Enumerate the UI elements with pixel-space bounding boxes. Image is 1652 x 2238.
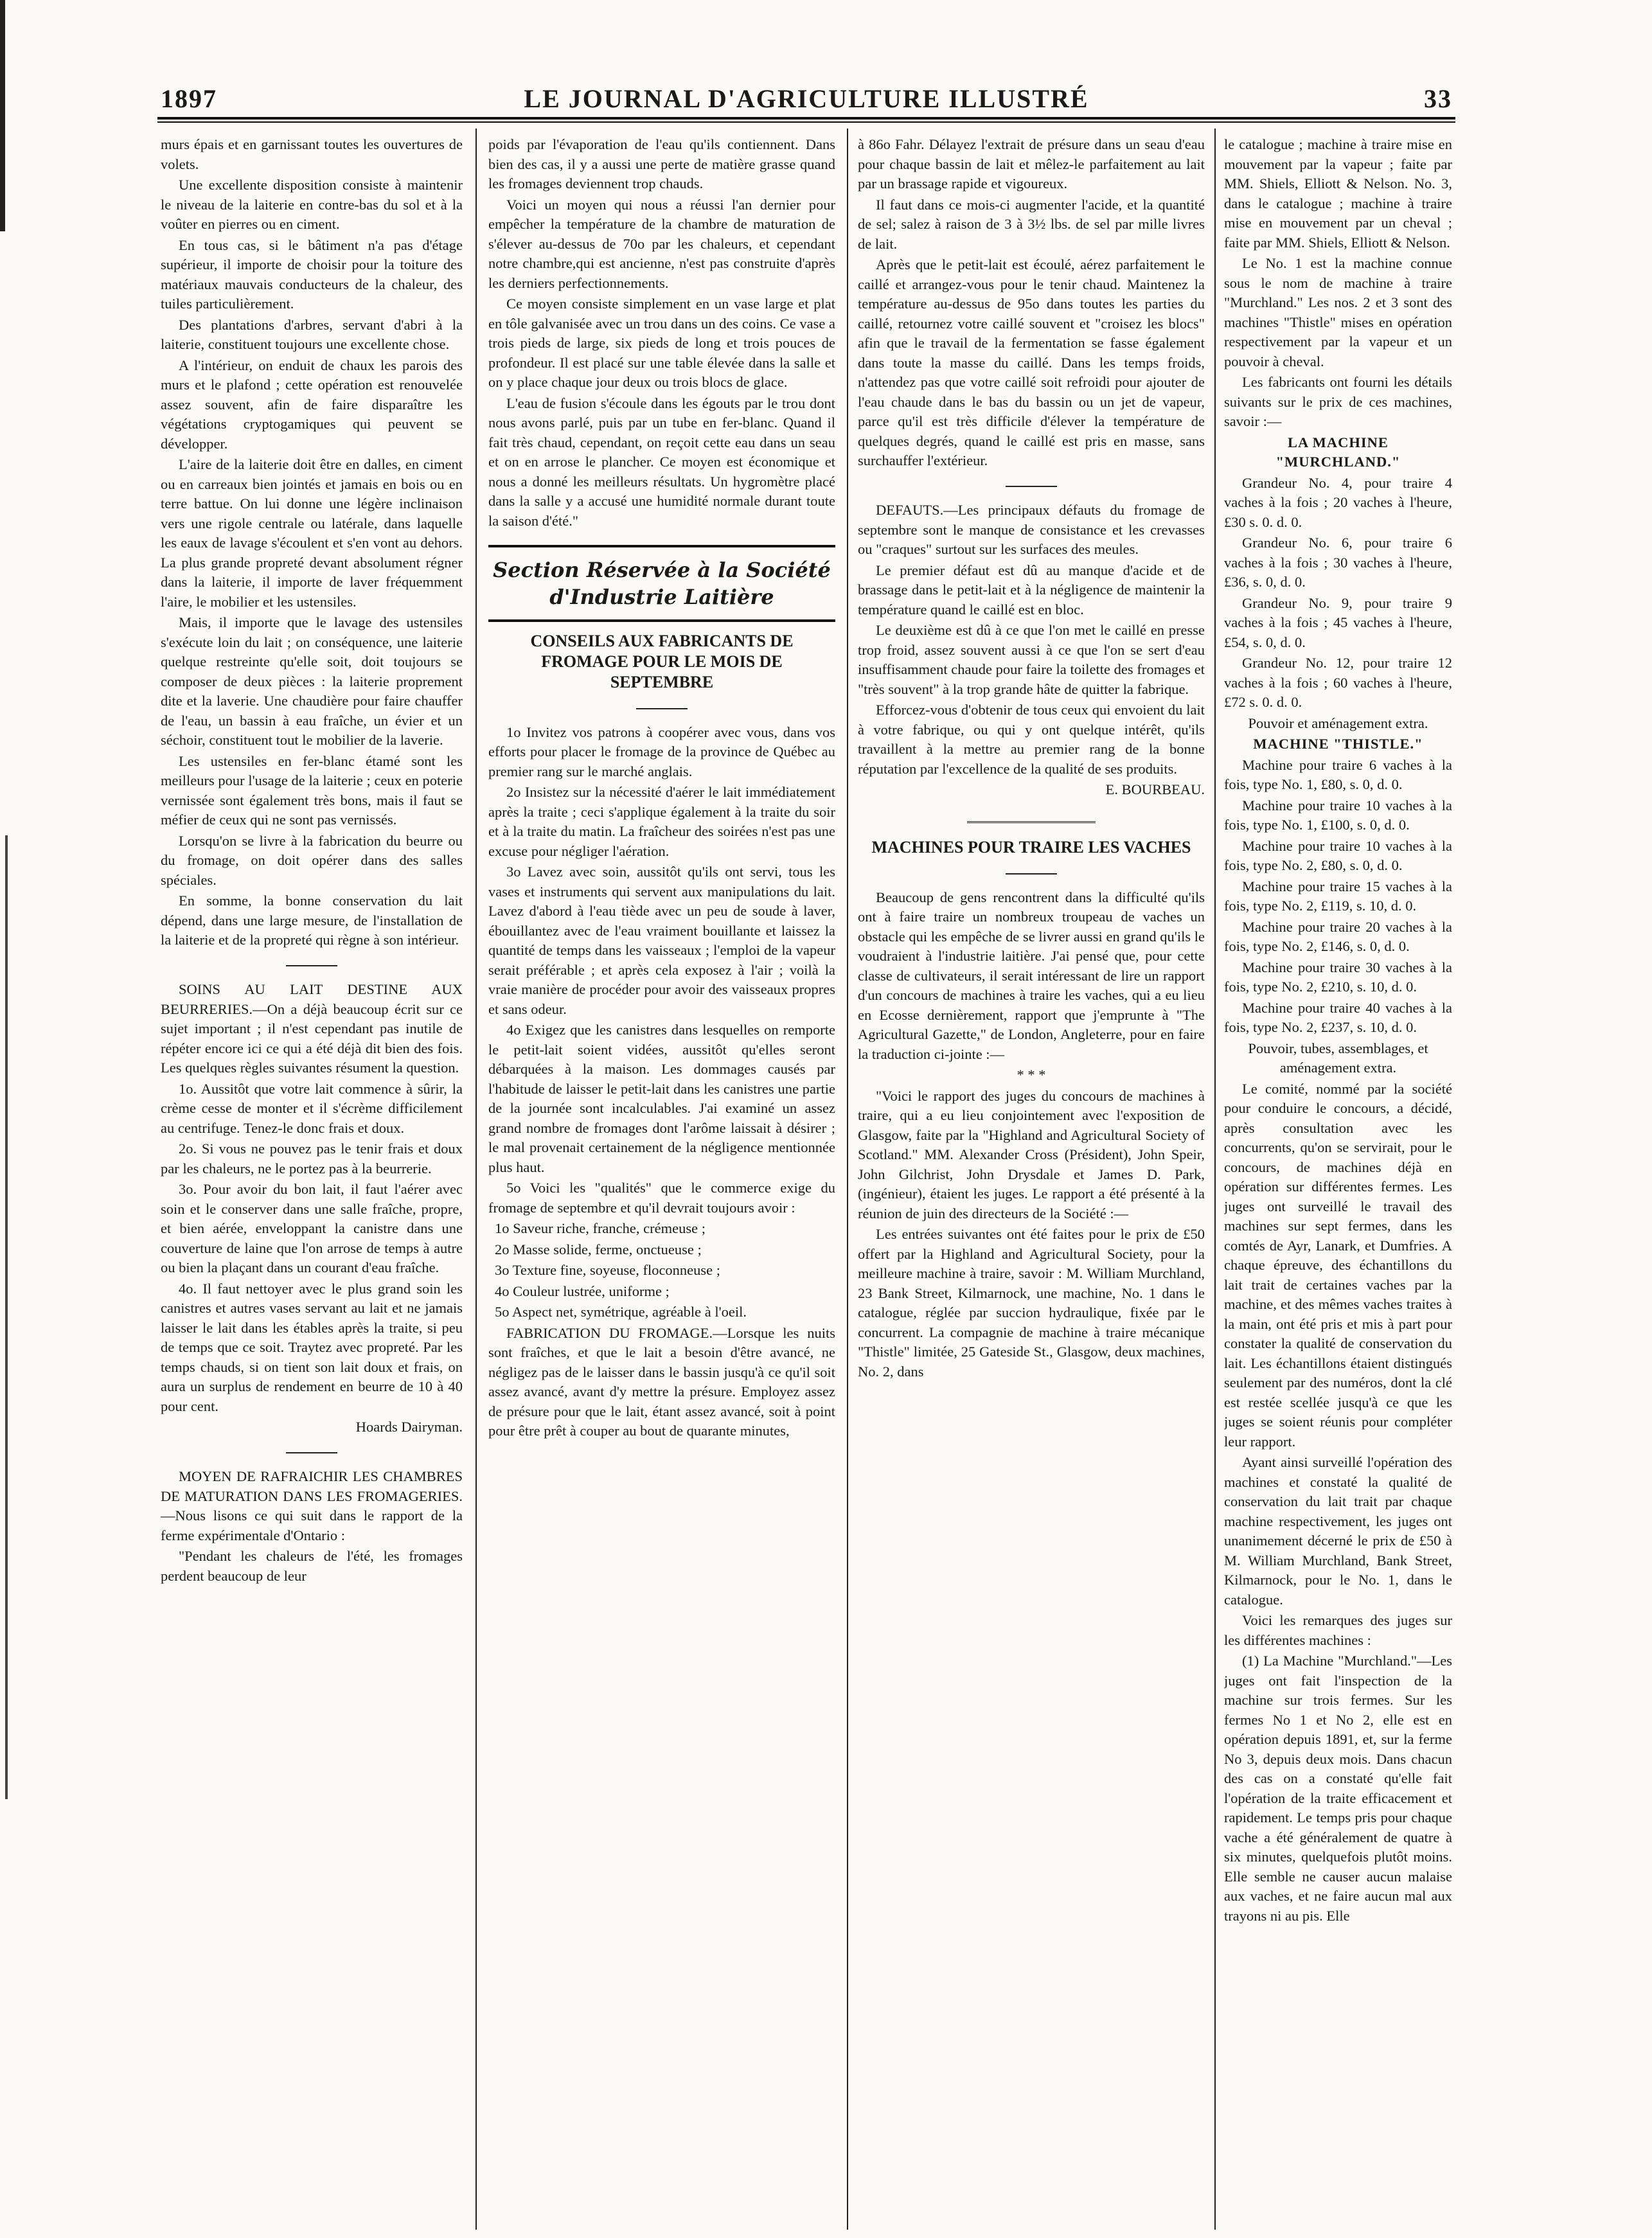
paragraph: En somme, la bonne conservation du lait dépend, dans une large mesure, de l'installation de la laiterie et de la propreté qui règne à son intérieur.: [161, 893, 463, 948]
paragraph: FABRICATION DU FROMAGE.—Lorsque les nuits sont fraîches, et que le lait a besoin d'être avancé, ne négligez pas de le laisser dans le bassin jusqu'à ce qu'il soit assez avancé, avant d'y mettre la présure. Employez assez de présure pour que le lait, étant assez avancé, soit à point pour être prêt à couper au bout de quarante minutes,: [488, 1324, 835, 1439]
binding-mark: [0, 0, 19, 231]
paragraph: Ce moyen consiste simplement en un vase large et plat en tôle galvanisée avec un trou dans un des coins. Ce vase a trois pieds de large, six pieds de long et trois pouces de profondeur. Il est placé sur une table élevée dans la salle et on y place chaque jour deux ou trois blocs de glace.: [488, 296, 835, 390]
paragraph: Beaucoup de gens rencontrent dans la difficulté qu'ils ont à faire traire un nombreux troupeau de vaches un obstacle qui les empêche de se livrer aussi en grand qu'ils le voudraient à l'industrie laitière. J'ai pensé que, pour cette classe de cultivateurs, il serait intéressant de lire un rapport d'un concours de machines à traire les vaches, qui a eu lieu en Ecosse dernièrement, rapport que j'emprunte à "The Agricultural Gazette," de London, Angleterre, pour en faire la traduction ci-jointe :—: [858, 889, 1205, 1062]
column-rule: [475, 129, 477, 2230]
article-soins-au-lait: SOINS AU LAIT DESTINE AUX BEURRERIES.—On a déjà beaucoup écrit sur ce sujet important ; il n'est cependant pas inutile de répéter encore ici ce qui a été déjà dit bien des fois. Les quelques règles suivantes résument la question.: [161, 981, 463, 1076]
paragraph: "Pendant les chaleurs de l'été, les fromages perdent beaucoup de leur: [161, 1548, 463, 1584]
paragraph: Des plantations d'arbres, servant d'abri à la laiterie, constituent toujours une excellente chose.: [161, 316, 463, 352]
article-heading: MACHINES POUR TRAIRE LES VACHES: [871, 838, 1191, 857]
section-banner: Section Réservée à la Société d'Industrie Laitière: [488, 545, 835, 622]
list-item: 5o Aspect net, symétrique, agréable à l'oeil.: [495, 1304, 747, 1320]
separator: [161, 1443, 463, 1462]
list-item: 3o Texture fine, soyeuse, floconneuse ;: [495, 1262, 721, 1278]
paragraph: "Voici le rapport des juges du concours de machines à traire, qui a eu lieu conjointement avec l'exposition de Glasgow, faite par la "Highland and Agricultural Society of Scotland." MM. Alexander Cross (Président), John Speir, John Gilchrist, John Drysdale et James D. Park, (ingénieur), étaient les juges. Le rapport a été présenté à la réunion de juin des directeurs de la Société :—: [858, 1087, 1205, 1221]
author-signature: E. BOURBEAU.: [1105, 781, 1205, 797]
paragraph: Le deuxième est dû à ce que l'on met le caillé en presse trop froid, assez souvent aussi à ce que l'on se sert d'eau insuffisamment chaude pour faire la toilette des fromages et "très souvent" à la trop grande hâte de quitter la fabrique.: [858, 622, 1205, 697]
paragraph: Le comité, nommé par la société pour conduire le concours, a décidé, après consultation avec les concurrents, qu'on se servirait, pour le concours, de machines déjà en opération sur différentes fermes. Les juges ont surveillé le travail des machines sur sept fermes, dans les comtés de Ayr, Lanark, et Dumfries. A chaque épreuve, des échantillons du lait trait de certaines vaches par la machine, et des mêmes vaches traites à la main, ont été pris et mis à part pour constater la qualité de conservation du lait. Les échantillons étaient distingués seulement par des numéros, dont la clé est restée scellée jusqu'à ce que les juges se soient réunis pour compléter leur rapport.: [1224, 1080, 1452, 1450]
paragraph: L'aire de la laiterie doit être en dalles, en ciment ou en carreaux bien jointés et jamais en bois ou en terre battue. On lui donne une légère inclinaison vers une rigole centrale ou latérale, dans laquelle les eaux de lavage s'écoulent et s'en vont au dehors. La plus grande propreté devant absolument régner dans la laiterie, il importe de laver fréquemment l'aire, le mobilier et les ustensiles.: [161, 456, 463, 610]
price-item: Machine pour traire 20 vaches à la fois, type No. 2, £146, s. 0, d. 0.: [1224, 918, 1452, 954]
paragraph: Efforcez-vous d'obtenir de tous ceux qui envoient du lait à votre fabrique, ou qui y ont quelque intérêt, qu'ils travaillent à la mettre au premier rang de la bonne réputation par l'excellence de la qualité de ses produits.: [858, 702, 1205, 777]
price-item: Grandeur No. 4, pour traire 4 vaches à la fois ; 20 vaches à l'heure, £30 s. 0. d. 0.: [1224, 474, 1452, 530]
price-item: Machine pour traire 10 vaches à la fois, type No. 2, £80, s. 0, d. 0.: [1224, 837, 1452, 873]
page-number: 33: [1424, 84, 1452, 113]
paragraph: 1o Invitez vos patrons à coopérer avec vous, dans vos efforts pour placer le fromage de la province de Québec au premier rang sur le marché anglais.: [488, 724, 835, 779]
separator: [858, 809, 1205, 829]
paragraph: Le No. 1 est la machine connue sous le nom de machine à traire "Murchland." Les nos. 2 et 3 sont des machines "Thistle" mises en opération respectivement par la vapeur et un pouvoir à cheval.: [1224, 255, 1452, 369]
paragraph: Une excellente disposition consiste à maintenir le niveau de la laiterie en contre-bas du sol et à la voûter en pierres ou en ciment.: [161, 177, 463, 232]
paragraph: 4o Exigez que les canistres dans lesquelles on remporte le petit-lait soient vidées, aussitôt qu'elles seront débarquées à la maison. Les dommages causés par l'habitude de laisser le petit-lait dans les canistres une partie de la journée sont incalculables. J'ai examiné un assez grand nombre de fromages dont l'arôme laissait à désirer ; le mal provenait certainement de la négligence mentionnée plus haut.: [488, 1022, 835, 1175]
article-moyen-de-rafraichir: MOYEN DE RAFRAICHIR LES CHAMBRES DE MATURATION DANS LES FROMAGERIES.—Nous lisons ce qui suit dans le rapport de la ferme expérimentale d'Ontario :: [161, 1468, 463, 1543]
paragraph: Après que le petit-lait est écoulé, aérez parfaitement le caillé et arrangez-vous pour le tenir chaud. Maintenez la température au-dessus de 95o dans toutes les parties du caillé, retournez votre caillé souvent et "croisez les blocs" afin que le travail de la fermentation se fasse également dans toute la masse du caillé. Dans les temps froids, n'attendez pas que votre caillé soit refroidi pour ajouter de l'eau chaude dans le bas du bassin ou un jet de vapeur, parce qu'il est très difficile d'élever la température de quelques degrés, quand le caillé est pris en masse, sans surchauffer l'extérieur.: [858, 256, 1205, 468]
page-header: [161, 77, 1452, 116]
separator: [161, 955, 463, 975]
header-rule: [157, 117, 1455, 123]
stars-divider: * * *: [1017, 1067, 1046, 1083]
paragraph: murs épais et en garnissant toutes les ouvertures de volets.: [161, 136, 463, 172]
journal-title: LE JOURNAL D'AGRICULTURE ILLUSTRÉ: [524, 84, 1089, 113]
paragraph: à 86o Fahr. Délayez l'extrait de présure dans un seau d'eau pour chaque bassin de lait et mêlez-le parfaitement au lait par un brassage rapide et vigoureux.: [858, 136, 1205, 191]
paragraph: A l'intérieur, on enduit de chaux les parois des murs et le plafond ; cette opération est renouvelée assez souvent, afin de faire disparaître les végétations cryptogamiques qui peuvent se développer.: [161, 357, 463, 452]
paragraph: 5o Voici les "qualités" que le commerce exige du fromage de septembre et qu'il devrait toujours avoir :: [488, 1180, 835, 1216]
price-item: Grandeur No. 12, pour traire 12 vaches à la fois ; 60 vaches à l'heure, £72 s. 0. d. 0.: [1224, 655, 1452, 710]
paragraph: Les ustensiles en fer-blanc étamé sont les meilleurs pour l'usage de la laiterie ; ceux en poterie vernissée sont également très bons, mais il faut se méfier de ceux qui ne sont pas vernissés.: [161, 752, 463, 828]
paragraph: (1) La Machine "Murchland."—Les juges ont fait l'inspection de la machine sur trois fermes. Sur les fermes No 1 et No 2, elle est en opération depuis 1891, et, sur la ferme No 3, depuis deux mois. Dans chacun des cas on a constaté qu'elle fait l'opération de la traite efficacement et rapidement. Le temps pris pour chaque vache a été généralement de quatre à six minutes, quelquefois plutôt moins. Elle semble ne causer aucun malaise aux vaches, et ne faire aucun mal aux trayons ni au pis. Elle: [1224, 1653, 1452, 1924]
column-rule: [1214, 129, 1216, 2230]
list-item: 2o Masse solide, ferme, onctueuse ;: [495, 1241, 702, 1257]
paragraph: Voici les remarques des juges sur les différentes machines :: [1224, 1612, 1452, 1648]
source-signature: Hoards Dairyman.: [355, 1419, 463, 1435]
binding-line: [5, 835, 8, 1799]
article-heading: CONSEILS AUX FABRICANTS DE FROMAGE POUR LE MOIS DE SEPTEMBRE: [530, 632, 794, 691]
paragraph: le catalogue ; machine à traire mise en mouvement par la vapeur ; faite par MM. Shiels, Elliott & Nelson. No. 3, dans le catalogue ; machine à traire mise en mouvement par un cheval ; faite par MM. Shiels, Elliott & Nelson.: [1224, 136, 1452, 251]
price-item: Grandeur No. 6, pour traire 6 vaches à la fois ; 30 vaches à l'heure, £36, s. 0, d. 0.: [1224, 535, 1452, 590]
price-item: Machine pour traire 10 vaches à la fois, type No. 1, £100, s. 0, d. 0.: [1224, 797, 1452, 833]
paragraph: Les entrées suivantes ont été faites pour le prix de £50 offert par la Highland and Agricultural Society, pour la meilleure machine à traire, savoir : M. William Murchland, 23 Bank Street, Kilmarnock, une machine, No. 1 dans le catalogue, réglée par succion hydraulique, fixée par le concurrent. La compagnie de machine à traire mécanique "Thistle" limitée, 25 Gateside St., Glasgow, deux machines, No. 2, dans: [858, 1226, 1205, 1380]
paragraph: 3o Lavez avec soin, aussitôt qu'ils ont servi, tous les vases et instruments qui servent aux manipulations du lait. Lavez d'abord à l'eau tiède avec un peu de soude à laver, ébouillantez avec de l'eau vraiment bouillante et laissez la quantité de temps dans les vaisseaux ; l'emploi de la vapeur serait préférable ; et après cela exposez à l'air ; voilà la vraie manière de procéder pour avoir des vaisseaux propres et sans odeur.: [488, 864, 835, 1017]
paragraph: 1o. Aussitôt que votre lait commence à sûrir, la crème cesse de monter et il s'écrème difficilement au centrifuge. Tenez-le donc frais et doux.: [161, 1080, 463, 1136]
paragraph: Il faut dans ce mois-ci augmenter l'acide, et la quantité de sel; salez à raison de 3 à 3½ lbs. de sel par mille livres de lait.: [858, 196, 1205, 252]
paragraph: L'eau de fusion s'écoule dans les égouts par le trou dont nous avons parlé, puis par un tube en fer-blanc. Quand il fait très chaud, cependant, on reçoit cette eau dans un seau et on en arrose le plancher. Ce moyen est économique et nous a donné les meilleurs résultats. Un hygromètre placé dans la salle y a accusé une humidité normale durant toute la saison d'été.": [488, 395, 835, 529]
column-rule: [847, 129, 848, 2230]
price-item: Grandeur No. 9, pour traire 9 vaches à la fois ; 45 vaches à l'heure, £54, s. 0, d. 0.: [1224, 594, 1452, 650]
price-item: Machine pour traire 6 vaches à la fois, type No. 1, £80, s. 0, d. 0.: [1224, 756, 1452, 792]
subheading-murchland: LA MACHINE "MURCHLAND.": [1275, 434, 1401, 470]
paragraph: 4o. Il faut nettoyer avec le plus grand soin les canistres et autres vases servant au lait et ne jamais laisser le lait dans les étables après la traite, si peu de temps que ce soit. Traytez avec propreté. Par les temps chauds, si on tient son lait doux et frais, on aura un surplus de rendement en beurre de 10 à 40 pour cent.: [161, 1280, 463, 1414]
qualities-list: [488, 1219, 835, 1322]
paragraph: 3o. Pour avoir du bon lait, il faut l'aérer avec soin et le conserver dans une salle fraîche, propre, et bien aérée, enveloppant la canistre dans une couverture de laine que l'on arrose de temps à autre ou bien la plaçant dans un courant d'eau fraîche.: [161, 1181, 463, 1275]
column-1: [161, 135, 463, 2217]
paragraph: Lorsqu'on se livre à la fabrication du beurre ou du fromage, on doit opérer dans des salles spéciales.: [161, 832, 463, 888]
subheading-thistle: MACHINE "THISTLE.": [1253, 736, 1423, 752]
list-item: 1o Saveur riche, franche, crémeuse ;: [495, 1220, 706, 1236]
separator: [488, 698, 835, 718]
note: Pouvoir et aménagement extra.: [1248, 715, 1428, 731]
separator: [858, 476, 1205, 496]
price-item: Machine pour traire 30 vaches à la fois, type No. 2, £210, s. 10, d. 0.: [1224, 959, 1452, 995]
paragraph: DEFAUTS.—Les principaux défauts du fromage de septembre sont le manque de consistance et les crevasses ou "craques" surtout sur les surfaces des meules.: [858, 502, 1205, 557]
paragraph: Mais, il importe que le lavage des ustensiles s'exécute loin du lait ; on conséquence, une laiterie quelque restreinte qu'elle soit, doit toujours se composer de deux pièces : la laiterie proprement dite et la laverie. Une chaudière pour faire chauffer de l'eau, un bassin à eau fraîche, un évier et un séchoir, constituent tout le mobilier de la laverie.: [161, 614, 463, 748]
paragraph: Ayant ainsi surveillé l'opération des machines et constaté la qualité de conservation du lait trait par chaque machine respectivement, les juges ont unanimement décerné le prix de £50 à M. William Murchland, Bank Street, Kilmarnock, pour le No. 1, dans le catalogue.: [1224, 1454, 1452, 1608]
paragraph: Voici un moyen qui nous a réussi l'an dernier pour empêcher la température de la chambre de maturation de s'élever au-dessus de 70o par les chaleurs, et cependant notre chambre,qui est ancienne, n'est pas construite d'après les derniers perfectionnements.: [488, 196, 835, 291]
paragraph: poids par l'évaporation de l'eau qu'ils contiennent. Dans bien des cas, il y a aussi une perte de matière grasse quand les fromages deviennent trop chauds.: [488, 136, 835, 191]
paragraph: En tous cas, si le bâtiment n'a pas d'étage supérieur, il importe de choisir pour la toiture des matériaux mauvais conducteurs de la chaleur, des tuiles particulièrement.: [161, 236, 463, 312]
price-item: Machine pour traire 15 vaches à la fois, type No. 2, £119, s. 10, d. 0.: [1224, 878, 1452, 914]
header-year: 1897: [161, 84, 217, 113]
paragraph: Le premier défaut est dû au manque d'acide et de brassage dans le petit-lait et à la négligence de maintenir la température quand le caillé est en bloc.: [858, 562, 1205, 617]
column-4: [1224, 135, 1452, 2217]
list-item: 4o Couleur lustrée, uniforme ;: [495, 1283, 670, 1299]
price-item: Machine pour traire 40 vaches à la fois, type No. 2, £237, s. 10, d. 0.: [1224, 999, 1452, 1035]
paragraph: Les fabricants ont fourni les détails suivants sur le prix de ces machines, savoir :—: [1224, 374, 1452, 429]
separator: [858, 863, 1205, 883]
paragraph: 2o Insistez sur la nécessité d'aérer le lait immédiatement après la traite ; ceci s'applique également à la traite du soir et à la traite du matin. La fraîcheur des soirées n'est pas une excuse pour négliger l'aération.: [488, 784, 835, 859]
column-2: [488, 135, 835, 2217]
column-3: [858, 135, 1205, 2217]
paragraph: 2o. Si vous ne pouvez pas le tenir frais et doux par les chaleurs, ne le portez pas à la beurrerie.: [161, 1141, 463, 1177]
note: Pouvoir, tubes, assemblages, et aménagement extra.: [1248, 1040, 1428, 1076]
